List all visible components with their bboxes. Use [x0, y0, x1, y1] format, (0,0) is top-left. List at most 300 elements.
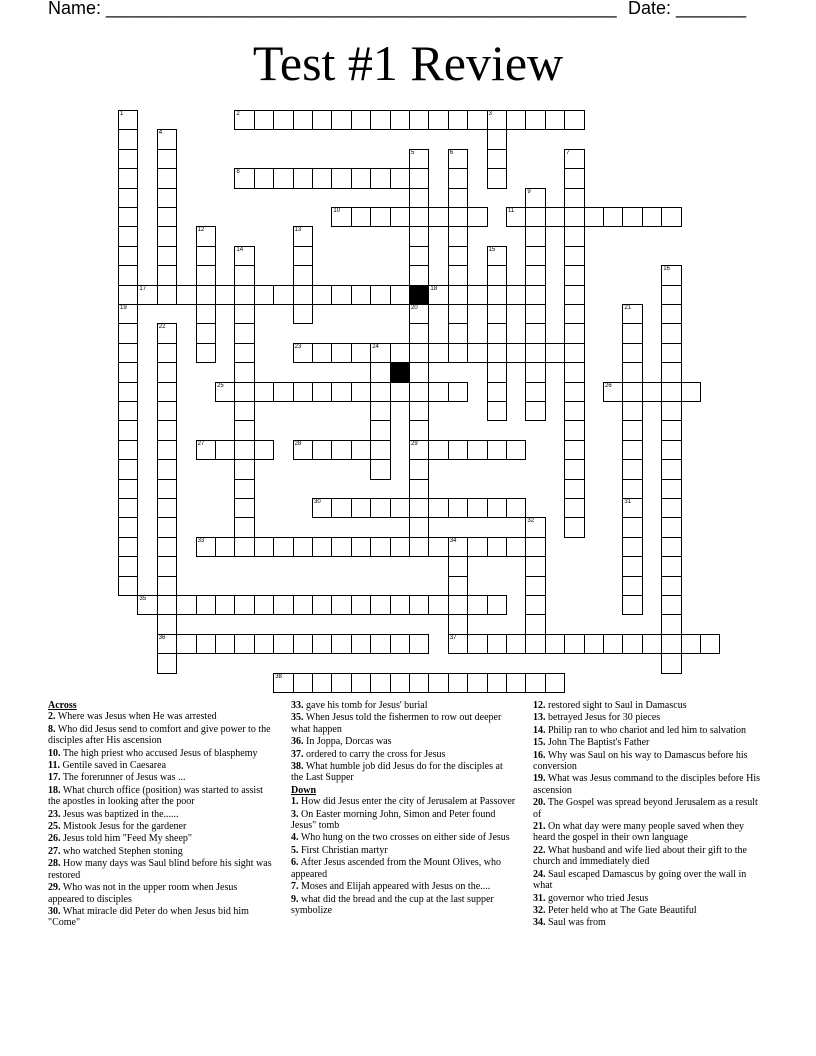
grid-cell[interactable] — [564, 401, 584, 421]
grid-cell[interactable] — [487, 382, 507, 402]
grid-cell[interactable] — [293, 246, 313, 266]
grid-cell[interactable] — [234, 517, 254, 537]
grid-cell[interactable] — [234, 323, 254, 343]
grid-cell[interactable] — [157, 149, 177, 169]
grid-cell[interactable] — [312, 634, 332, 654]
grid-cell[interactable] — [118, 168, 138, 188]
grid-cell[interactable] — [351, 595, 371, 615]
grid-cell[interactable] — [525, 110, 545, 130]
grid-cell[interactable] — [254, 634, 274, 654]
grid-cell[interactable] — [448, 343, 468, 363]
grid-cell[interactable] — [603, 634, 623, 654]
grid-cell[interactable] — [390, 537, 410, 557]
grid-cell[interactable] — [312, 537, 332, 557]
grid-cell[interactable] — [390, 285, 410, 305]
grid-cell[interactable] — [157, 440, 177, 460]
grid-cell[interactable] — [273, 382, 293, 402]
grid-cell[interactable] — [622, 498, 642, 518]
grid-cell[interactable] — [196, 440, 216, 460]
grid-cell[interactable] — [564, 382, 584, 402]
grid-cell[interactable] — [312, 440, 332, 460]
grid-cell[interactable] — [118, 440, 138, 460]
grid-cell[interactable] — [564, 440, 584, 460]
grid-cell[interactable] — [448, 246, 468, 266]
grid-cell[interactable] — [254, 285, 274, 305]
grid-cell[interactable] — [331, 207, 351, 227]
grid-cell[interactable] — [273, 634, 293, 654]
grid-cell[interactable] — [234, 304, 254, 324]
grid-cell[interactable] — [564, 149, 584, 169]
grid-cell[interactable] — [467, 343, 487, 363]
grid-cell[interactable] — [448, 498, 468, 518]
grid-cell[interactable] — [351, 673, 371, 693]
grid-cell[interactable] — [390, 595, 410, 615]
grid-cell[interactable] — [525, 401, 545, 421]
grid-cell[interactable] — [234, 401, 254, 421]
grid-cell[interactable] — [428, 382, 448, 402]
grid-cell[interactable] — [467, 634, 487, 654]
grid-cell[interactable] — [196, 323, 216, 343]
grid-cell[interactable] — [409, 265, 429, 285]
grid-cell[interactable] — [157, 517, 177, 537]
grid-cell[interactable] — [351, 498, 371, 518]
grid-cell[interactable] — [409, 246, 429, 266]
grid-cell[interactable] — [390, 207, 410, 227]
grid-cell[interactable] — [661, 634, 681, 654]
grid-cell[interactable] — [409, 595, 429, 615]
grid-cell[interactable] — [525, 382, 545, 402]
grid-cell[interactable] — [370, 420, 390, 440]
grid-cell[interactable] — [370, 382, 390, 402]
grid-cell[interactable] — [525, 285, 545, 305]
grid-cell[interactable] — [273, 285, 293, 305]
grid-cell[interactable] — [506, 537, 526, 557]
grid-cell[interactable] — [157, 188, 177, 208]
grid-cell[interactable] — [622, 595, 642, 615]
grid-cell[interactable] — [157, 420, 177, 440]
grid-cell[interactable] — [196, 226, 216, 246]
grid-cell[interactable] — [564, 362, 584, 382]
grid-cell[interactable] — [390, 168, 410, 188]
grid-cell[interactable] — [370, 168, 390, 188]
grid-cell[interactable] — [351, 207, 371, 227]
grid-cell[interactable] — [525, 323, 545, 343]
grid-cell[interactable] — [467, 285, 487, 305]
grid-cell[interactable] — [370, 362, 390, 382]
grid-cell[interactable] — [487, 246, 507, 266]
grid-cell[interactable] — [351, 168, 371, 188]
grid-cell[interactable] — [234, 362, 254, 382]
grid-cell[interactable] — [157, 265, 177, 285]
grid-cell[interactable] — [428, 595, 448, 615]
grid-cell[interactable] — [234, 110, 254, 130]
grid-cell[interactable] — [409, 479, 429, 499]
grid-cell[interactable] — [584, 634, 604, 654]
grid-cell[interactable] — [118, 556, 138, 576]
grid-cell[interactable] — [137, 595, 157, 615]
grid-cell[interactable] — [331, 168, 351, 188]
grid-cell[interactable] — [525, 265, 545, 285]
grid-cell[interactable] — [661, 440, 681, 460]
grid-cell[interactable] — [351, 382, 371, 402]
grid-cell[interactable] — [351, 343, 371, 363]
grid-cell[interactable] — [467, 595, 487, 615]
grid-cell[interactable] — [661, 614, 681, 634]
grid-cell[interactable] — [409, 382, 429, 402]
grid-cell[interactable] — [312, 343, 332, 363]
grid-cell[interactable] — [196, 537, 216, 557]
grid-cell[interactable] — [409, 149, 429, 169]
grid-cell[interactable] — [234, 459, 254, 479]
grid-cell[interactable] — [448, 168, 468, 188]
grid-cell[interactable] — [273, 537, 293, 557]
grid-cell[interactable] — [487, 265, 507, 285]
grid-cell[interactable] — [525, 634, 545, 654]
grid-cell[interactable] — [293, 382, 313, 402]
grid-cell[interactable] — [409, 226, 429, 246]
grid-cell[interactable] — [448, 226, 468, 246]
grid-cell[interactable] — [293, 634, 313, 654]
grid-cell[interactable] — [506, 343, 526, 363]
grid-cell[interactable] — [196, 634, 216, 654]
grid-cell[interactable] — [312, 110, 332, 130]
grid-cell[interactable] — [545, 634, 565, 654]
grid-cell[interactable] — [215, 595, 235, 615]
grid-cell[interactable] — [409, 420, 429, 440]
grid-cell[interactable] — [525, 207, 545, 227]
grid-cell[interactable] — [234, 246, 254, 266]
grid-cell[interactable] — [234, 420, 254, 440]
grid-cell[interactable] — [176, 595, 196, 615]
grid-cell[interactable] — [448, 285, 468, 305]
grid-cell[interactable] — [487, 595, 507, 615]
grid-cell[interactable] — [157, 653, 177, 673]
grid-cell[interactable] — [409, 498, 429, 518]
grid-cell[interactable] — [234, 440, 254, 460]
grid-cell[interactable] — [176, 285, 196, 305]
grid-cell[interactable] — [370, 110, 390, 130]
grid-cell[interactable] — [448, 556, 468, 576]
grid-cell[interactable] — [642, 382, 662, 402]
grid-cell[interactable] — [157, 382, 177, 402]
grid-cell[interactable] — [448, 304, 468, 324]
grid-cell[interactable] — [409, 634, 429, 654]
grid-cell[interactable] — [642, 634, 662, 654]
grid-cell[interactable] — [118, 246, 138, 266]
grid-cell[interactable] — [390, 673, 410, 693]
grid-cell[interactable] — [370, 595, 390, 615]
grid-cell[interactable] — [448, 110, 468, 130]
grid-cell[interactable] — [351, 537, 371, 557]
grid-cell[interactable] — [234, 498, 254, 518]
grid-cell[interactable] — [118, 498, 138, 518]
grid-cell[interactable] — [487, 401, 507, 421]
grid-cell[interactable] — [157, 479, 177, 499]
grid-cell[interactable] — [661, 537, 681, 557]
grid-cell[interactable] — [487, 110, 507, 130]
grid-cell[interactable] — [331, 440, 351, 460]
grid-cell[interactable] — [467, 537, 487, 557]
grid-cell[interactable] — [467, 440, 487, 460]
grid-cell[interactable] — [622, 343, 642, 363]
grid-cell[interactable] — [487, 343, 507, 363]
grid-cell[interactable] — [196, 304, 216, 324]
grid-cell[interactable] — [118, 149, 138, 169]
grid-cell[interactable] — [661, 382, 681, 402]
grid-cell[interactable] — [293, 537, 313, 557]
grid-cell[interactable] — [661, 576, 681, 596]
grid-cell[interactable] — [254, 110, 274, 130]
grid-cell[interactable] — [428, 537, 448, 557]
grid-cell[interactable] — [409, 323, 429, 343]
grid-cell[interactable] — [525, 304, 545, 324]
grid-cell[interactable] — [215, 537, 235, 557]
grid-cell[interactable] — [661, 343, 681, 363]
grid-cell[interactable] — [564, 323, 584, 343]
grid-cell[interactable] — [390, 110, 410, 130]
grid-cell[interactable] — [428, 673, 448, 693]
grid-cell[interactable] — [622, 479, 642, 499]
grid-cell[interactable] — [157, 556, 177, 576]
grid-cell[interactable] — [118, 517, 138, 537]
grid-cell[interactable] — [661, 595, 681, 615]
grid-cell[interactable] — [157, 459, 177, 479]
grid-cell[interactable] — [157, 246, 177, 266]
grid-cell[interactable] — [487, 168, 507, 188]
grid-cell[interactable] — [409, 459, 429, 479]
grid-cell[interactable] — [118, 304, 138, 324]
grid-cell[interactable] — [545, 673, 565, 693]
grid-cell[interactable] — [564, 517, 584, 537]
grid-cell[interactable] — [622, 537, 642, 557]
grid-cell[interactable] — [661, 498, 681, 518]
grid-cell[interactable] — [118, 110, 138, 130]
grid-cell[interactable] — [215, 382, 235, 402]
grid-cell[interactable] — [661, 323, 681, 343]
grid-cell[interactable] — [448, 323, 468, 343]
grid-cell[interactable] — [448, 149, 468, 169]
grid-cell[interactable] — [409, 362, 429, 382]
grid-cell[interactable] — [409, 537, 429, 557]
grid-cell[interactable] — [525, 226, 545, 246]
grid-cell[interactable] — [525, 673, 545, 693]
grid-cell[interactable] — [525, 537, 545, 557]
grid-cell[interactable] — [157, 576, 177, 596]
grid-cell[interactable] — [661, 459, 681, 479]
grid-cell[interactable] — [157, 362, 177, 382]
grid-cell[interactable] — [448, 537, 468, 557]
grid-cell[interactable] — [428, 207, 448, 227]
grid-cell[interactable] — [234, 634, 254, 654]
grid-cell[interactable] — [118, 265, 138, 285]
grid-cell[interactable] — [506, 673, 526, 693]
grid-cell[interactable] — [661, 265, 681, 285]
grid-cell[interactable] — [118, 459, 138, 479]
grid-cell[interactable] — [254, 595, 274, 615]
grid-cell[interactable] — [351, 634, 371, 654]
grid-cell[interactable] — [661, 285, 681, 305]
grid-cell[interactable] — [370, 537, 390, 557]
grid-cell[interactable] — [273, 595, 293, 615]
grid-cell[interactable] — [681, 382, 701, 402]
grid-cell[interactable] — [525, 188, 545, 208]
grid-cell[interactable] — [331, 110, 351, 130]
grid-cell[interactable] — [118, 343, 138, 363]
grid-cell[interactable] — [661, 304, 681, 324]
grid-cell[interactable] — [234, 343, 254, 363]
grid-cell[interactable] — [409, 110, 429, 130]
grid-cell[interactable] — [370, 673, 390, 693]
grid-cell[interactable] — [564, 110, 584, 130]
grid-cell[interactable] — [525, 362, 545, 382]
grid-cell[interactable] — [390, 498, 410, 518]
grid-cell[interactable] — [157, 285, 177, 305]
grid-cell[interactable] — [428, 110, 448, 130]
grid-cell[interactable] — [331, 537, 351, 557]
grid-cell[interactable] — [525, 576, 545, 596]
grid-cell[interactable] — [564, 420, 584, 440]
grid-cell[interactable] — [409, 673, 429, 693]
grid-cell[interactable] — [293, 440, 313, 460]
grid-cell[interactable] — [448, 188, 468, 208]
grid-cell[interactable] — [409, 304, 429, 324]
grid-cell[interactable] — [157, 401, 177, 421]
grid-cell[interactable] — [487, 149, 507, 169]
grid-cell[interactable] — [234, 265, 254, 285]
grid-cell[interactable] — [118, 285, 138, 305]
grid-cell[interactable] — [370, 634, 390, 654]
grid-cell[interactable] — [467, 207, 487, 227]
grid-cell[interactable] — [661, 362, 681, 382]
grid-cell[interactable] — [700, 634, 720, 654]
grid-cell[interactable] — [467, 498, 487, 518]
grid-cell[interactable] — [661, 401, 681, 421]
grid-cell[interactable] — [409, 517, 429, 537]
grid-cell[interactable] — [390, 343, 410, 363]
grid-cell[interactable] — [370, 440, 390, 460]
grid-cell[interactable] — [370, 459, 390, 479]
grid-cell[interactable] — [331, 382, 351, 402]
grid-cell[interactable] — [254, 382, 274, 402]
grid-cell[interactable] — [448, 634, 468, 654]
grid-cell[interactable] — [293, 304, 313, 324]
grid-cell[interactable] — [467, 110, 487, 130]
grid-cell[interactable] — [564, 265, 584, 285]
grid-cell[interactable] — [487, 498, 507, 518]
grid-cell[interactable] — [273, 673, 293, 693]
grid-cell[interactable] — [312, 595, 332, 615]
grid-cell[interactable] — [351, 440, 371, 460]
grid-cell[interactable] — [564, 479, 584, 499]
grid-cell[interactable] — [331, 343, 351, 363]
grid-cell[interactable] — [564, 459, 584, 479]
grid-cell[interactable] — [564, 226, 584, 246]
grid-cell[interactable] — [312, 168, 332, 188]
grid-cell[interactable] — [622, 576, 642, 596]
grid-cell[interactable] — [622, 556, 642, 576]
grid-cell[interactable] — [118, 188, 138, 208]
grid-cell[interactable] — [487, 362, 507, 382]
grid-cell[interactable] — [661, 479, 681, 499]
grid-cell[interactable] — [622, 362, 642, 382]
grid-cell[interactable] — [409, 440, 429, 460]
grid-cell[interactable] — [273, 168, 293, 188]
grid-cell[interactable] — [312, 285, 332, 305]
grid-cell[interactable] — [448, 440, 468, 460]
grid-cell[interactable] — [681, 634, 701, 654]
grid-cell[interactable] — [506, 110, 526, 130]
grid-cell[interactable] — [312, 382, 332, 402]
grid-cell[interactable] — [622, 459, 642, 479]
grid-cell[interactable] — [448, 265, 468, 285]
grid-cell[interactable] — [351, 110, 371, 130]
grid-cell[interactable] — [584, 207, 604, 227]
grid-cell[interactable] — [390, 634, 410, 654]
grid-cell[interactable] — [234, 285, 254, 305]
grid-cell[interactable] — [409, 343, 429, 363]
grid-cell[interactable] — [487, 634, 507, 654]
grid-cell[interactable] — [331, 595, 351, 615]
grid-cell[interactable] — [234, 595, 254, 615]
grid-cell[interactable] — [157, 498, 177, 518]
grid-cell[interactable] — [564, 285, 584, 305]
grid-cell[interactable] — [487, 673, 507, 693]
grid-cell[interactable] — [545, 343, 565, 363]
grid-cell[interactable] — [118, 382, 138, 402]
grid-cell[interactable] — [564, 188, 584, 208]
grid-cell[interactable] — [487, 285, 507, 305]
grid-cell[interactable] — [525, 595, 545, 615]
grid-cell[interactable] — [331, 285, 351, 305]
grid-cell[interactable] — [622, 420, 642, 440]
grid-cell[interactable] — [622, 382, 642, 402]
grid-cell[interactable] — [622, 401, 642, 421]
grid-cell[interactable] — [428, 343, 448, 363]
grid-cell[interactable] — [467, 673, 487, 693]
grid-cell[interactable] — [293, 168, 313, 188]
grid-cell[interactable] — [331, 634, 351, 654]
grid-cell[interactable] — [370, 498, 390, 518]
grid-cell[interactable] — [545, 207, 565, 227]
grid-cell[interactable] — [487, 304, 507, 324]
grid-cell[interactable] — [196, 265, 216, 285]
grid-cell[interactable] — [293, 673, 313, 693]
grid-cell[interactable] — [525, 556, 545, 576]
grid-cell[interactable] — [293, 226, 313, 246]
grid-cell[interactable] — [448, 382, 468, 402]
grid-cell[interactable] — [351, 285, 371, 305]
grid-cell[interactable] — [157, 537, 177, 557]
grid-cell[interactable] — [215, 285, 235, 305]
grid-cell[interactable] — [137, 285, 157, 305]
grid-cell[interactable] — [157, 168, 177, 188]
grid-cell[interactable] — [234, 479, 254, 499]
grid-cell[interactable] — [312, 673, 332, 693]
grid-cell[interactable] — [487, 129, 507, 149]
grid-cell[interactable] — [215, 440, 235, 460]
grid-cell[interactable] — [564, 168, 584, 188]
grid-cell[interactable] — [545, 110, 565, 130]
grid-cell[interactable] — [293, 343, 313, 363]
grid-cell[interactable] — [196, 343, 216, 363]
grid-cell[interactable] — [234, 168, 254, 188]
grid-cell[interactable] — [448, 576, 468, 596]
grid-cell[interactable] — [157, 207, 177, 227]
grid-cell[interactable] — [506, 634, 526, 654]
grid-cell[interactable] — [254, 537, 274, 557]
grid-cell[interactable] — [603, 382, 623, 402]
grid-cell[interactable] — [215, 634, 235, 654]
